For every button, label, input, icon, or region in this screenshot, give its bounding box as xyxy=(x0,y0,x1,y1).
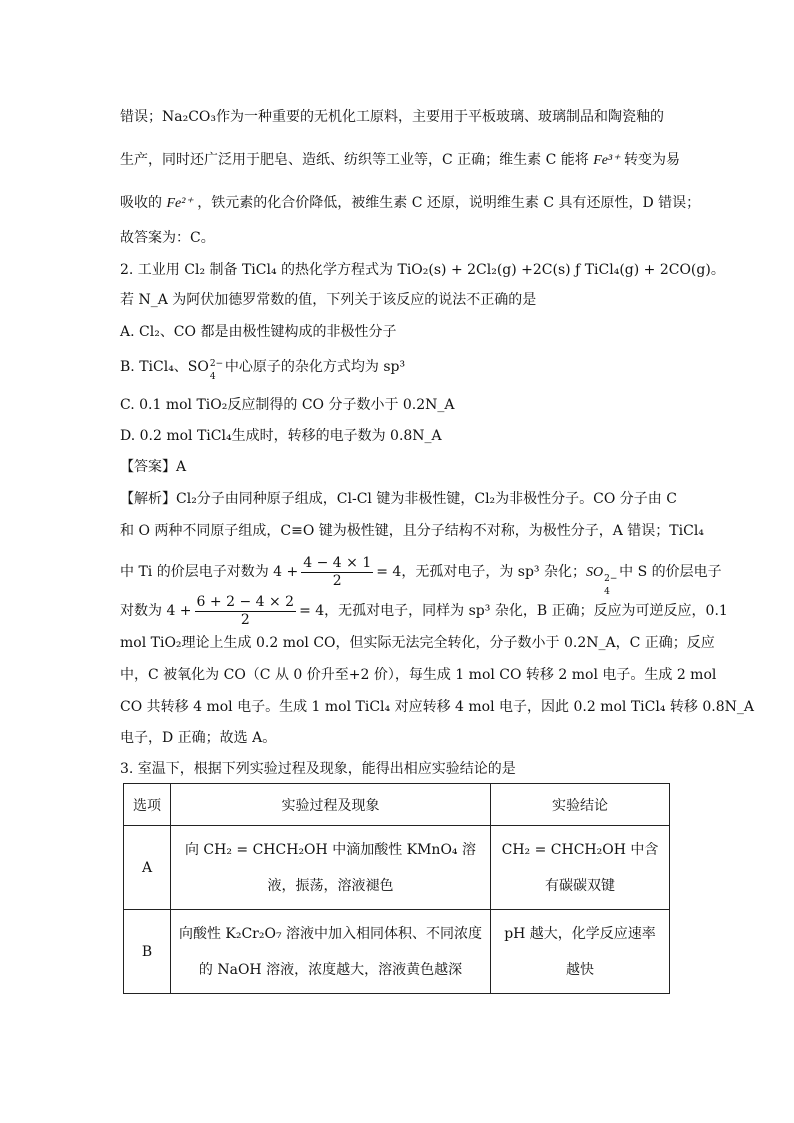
row-b-option: B xyxy=(124,910,171,994)
para-line-2: 生产，同时还广泛用于肥皂、造纸、纺织等工业等，C 正确；维生素 C 能将 Fe³⁺ 转变为易 xyxy=(120,152,681,168)
q2-option-c: C. 0.1 mol TiO₂反应制得的 CO 分子数小于 0.2N_A xyxy=(120,397,455,413)
q2-option-a: A. Cl₂、CO 都是由极性键构成的非极性分子 xyxy=(120,324,397,340)
para-line-1: 错误；Na₂CO₃作为一种重要的无机化工原料，主要用于平板玻璃、玻璃制品和陶瓷釉的 xyxy=(120,109,665,125)
para-line-3: 吸收的 Fe²⁺ ，铁元素的化合价降低，被维生素 C 还原，说明维生素 C 具有还原性，D 错误； xyxy=(120,195,701,211)
row-b-conclusion: pH 越大，化学反应速率 越快 xyxy=(491,910,670,994)
header-procedure: 实验过程及现象 xyxy=(171,784,491,826)
q2-explanation-4: 对数为 4 + $\frac{6 + 2 - 4 \times 2}{2}$ = 4，无孤对电子，同样为 sp³ 杂化，B 正确；反应为可逆反应，0.1 xyxy=(120,593,728,628)
q3-stem: 3. 室温下，根据下列实验过程及现象，能得出相应实验结论的是 xyxy=(120,761,516,777)
q2-explanation-1: 【解析】Cl₂分子由同种原子组成，Cl-Cl 键为非极性键，Cl₂为非极性分子。CO 分子由 C xyxy=(120,491,677,507)
sulfate-charge-2: 2− 4 xyxy=(604,574,618,597)
table-row xyxy=(124,910,670,994)
experiment-table xyxy=(123,783,670,994)
q2-option-d: D. 0.2 mol TiCl₄生成时，转移的电子数为 0.8N_A xyxy=(120,428,442,444)
row-a-option: A xyxy=(124,826,171,910)
table-header-row xyxy=(124,784,670,826)
q2-explanation-2: 和 O 两种不同原子组成，C≡O 键为极性键，且分子结构不对称，为极性分子，A 错误；TiCl₄ xyxy=(120,523,704,539)
row-a-conclusion: CH₂ = CHCH₂OH 中含 有碳碳双键 xyxy=(491,826,670,910)
q2-stem-1: 2. 工业用 Cl₂ 制备 TiCl₄ 的热化学方程式为 TiO₂(s) + 2Cl₂(g) +2C(s) ƒ TiCl₄(g) + 2CO(g)。 xyxy=(120,262,725,278)
q2-answer: 【答案】A xyxy=(120,459,187,475)
header-conclusion: 实验结论 xyxy=(491,784,670,826)
fraction-ti: $\frac{4 - 4 \times 1}{2}$ xyxy=(303,554,372,589)
sulfate-charge: 2− 4 xyxy=(209,359,224,382)
table-row xyxy=(124,826,670,910)
row-b-procedure: 向酸性 K₂Cr₂O₇ 溶液中加入相同体积、不同浓度 的 NaOH 溶液，浓度越大，溶液黄色越深 xyxy=(171,910,491,994)
q2-explanation-6: 中，C 被氧化为 CO（C 从 0 价升至+2 价），每生成 1 mol CO 转移 2 mol 电子。生成 2 mol xyxy=(120,667,717,683)
q2-explanation-3: 中 Ti 的价层电子对数为 4 + $\frac{4 - 4 \times 1}{2}$ = 4，无孤对电子，为 sp³ 杂化；SO 2− 4 中 S 的价层电子 xyxy=(120,554,722,597)
fraction-s: $\frac{6 + 2 - 4 \times 2}{2}$ xyxy=(196,593,295,628)
q2-explanation-8: 电子，D 正确；故选 A。 xyxy=(120,730,277,746)
q2-option-b: B. TiCl₄、SO 2− 4 中心原子的杂化方式均为 sp³ xyxy=(120,359,406,382)
row-a-procedure: 向 CH₂ = CHCH₂OH 中滴加酸性 KMnO₄ 溶 液，振荡，溶液褪色 xyxy=(171,826,491,910)
para-line-4: 故答案为：C。 xyxy=(120,230,215,246)
q2-explanation-7: CO 共转移 4 mol 电子。生成 1 mol TiCl₄ 对应转移 4 mol 电子，因此 0.2 mol TiCl₄ 转移 0.8N_A xyxy=(120,699,754,715)
q2-stem-2: 若 N_A 为阿伏加德罗常数的值，下列关于该反应的说法不正确的是 xyxy=(120,292,537,308)
q2-explanation-5: mol TiO₂理论上生成 0.2 mol CO，但实际无法完全转化，分子数小于 0.2N_A，C 正确；反应 xyxy=(120,635,715,651)
header-option: 选项 xyxy=(124,784,171,826)
